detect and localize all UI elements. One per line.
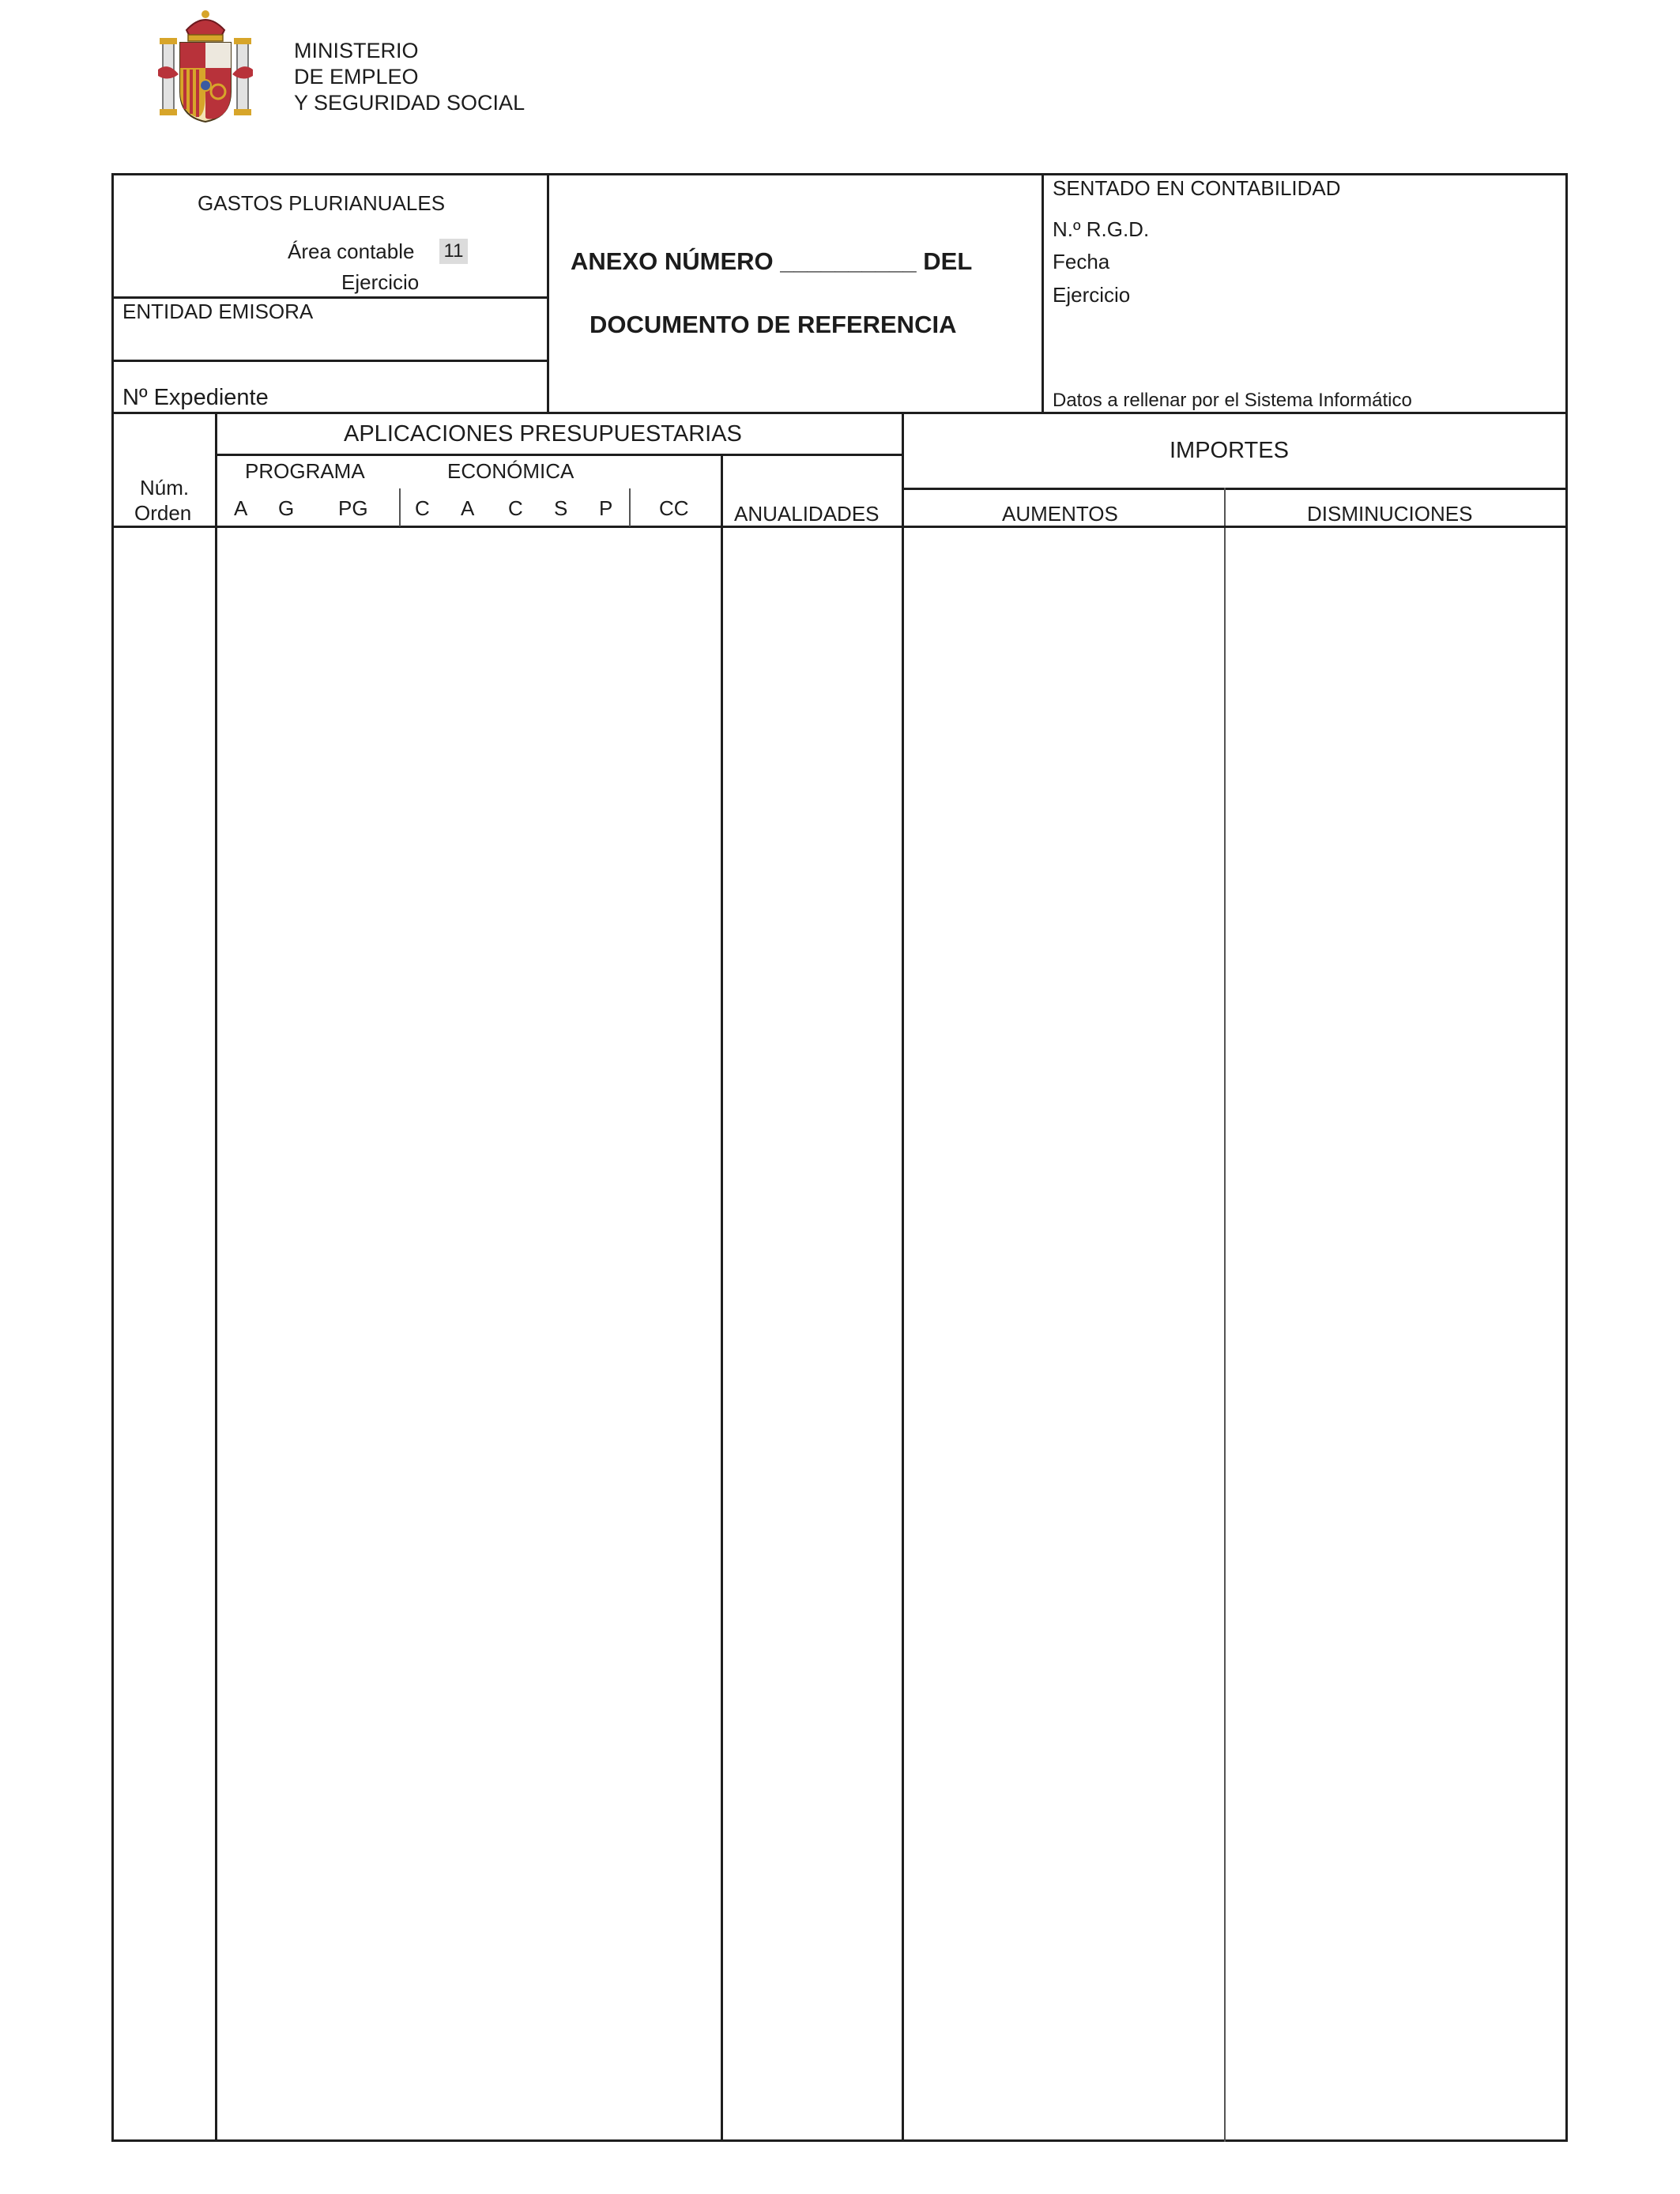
code-c2: C	[508, 496, 523, 520]
code-pg: PG	[338, 496, 368, 520]
code-s: S	[554, 496, 568, 520]
code-c1: C	[415, 496, 430, 520]
gastos-plurianuales-title: GASTOS PLURIANUALES	[198, 191, 446, 215]
programa-header: PROGRAMA	[245, 459, 365, 483]
ministry-line-3: Y SEGURIDAD SOCIAL	[294, 91, 525, 115]
importes-header: IMPORTES	[1170, 438, 1289, 463]
sentado-contabilidad-title: SENTADO EN CONTABILIDAD	[1053, 176, 1341, 200]
aumentos-column[interactable]	[905, 529, 1223, 2138]
expediente-label: Nº Expediente	[122, 385, 269, 410]
aumentos-header: AUMENTOS	[1002, 502, 1118, 526]
entidad-emisora-label: ENTIDAD EMISORA	[122, 300, 314, 323]
anualidades-header: ANUALIDADES	[734, 502, 880, 526]
rgd-label: N.º R.G.D.	[1053, 217, 1150, 241]
code-a2: A	[461, 496, 475, 520]
code-g: G	[278, 496, 295, 520]
disminuciones-column[interactable]	[1226, 529, 1565, 2138]
aplicaciones-presupuestarias-header: APLICACIONES PRESUPUESTARIAS	[344, 421, 742, 447]
ministry-line-1: MINISTERIO	[294, 39, 419, 62]
num-orden-line-1: Núm.	[140, 476, 190, 499]
code-p: P	[599, 496, 613, 520]
aplicaciones-column[interactable]	[218, 529, 720, 2138]
anualidades-column[interactable]	[724, 529, 901, 2138]
ejercicio-right-label: Ejercicio	[1053, 283, 1131, 307]
ministry-name	[294, 38, 525, 116]
entidad-emisora-field[interactable]	[119, 326, 542, 357]
num-orden-line-2: Orden	[134, 501, 192, 525]
economica-header: ECONÓMICA	[447, 459, 574, 483]
code-a: A	[234, 496, 248, 520]
documento-referencia-heading: DOCUMENTO DE REFERENCIA	[590, 311, 957, 338]
coat-of-arms-logo	[158, 6, 253, 123]
code-cc: CC	[659, 496, 689, 520]
anexo-numero-heading: ANEXO NÚMERO __________ DEL	[571, 247, 973, 275]
sistema-informatico-note: Datos a rellenar por el Sistema Informático	[1053, 390, 1412, 411]
expediente-field[interactable]	[292, 365, 542, 409]
area-contable-value: 11	[439, 239, 468, 264]
ejercicio-left-label: Ejercicio	[341, 270, 420, 294]
area-contable-label: Área contable	[288, 239, 415, 263]
num-orden-column[interactable]	[115, 529, 214, 2138]
fecha-label: Fecha	[1053, 250, 1110, 273]
disminuciones-header: DISMINUCIONES	[1307, 502, 1473, 526]
ejercicio-left-field[interactable]	[474, 267, 542, 294]
ministry-line-2: DE EMPLEO	[294, 65, 419, 89]
